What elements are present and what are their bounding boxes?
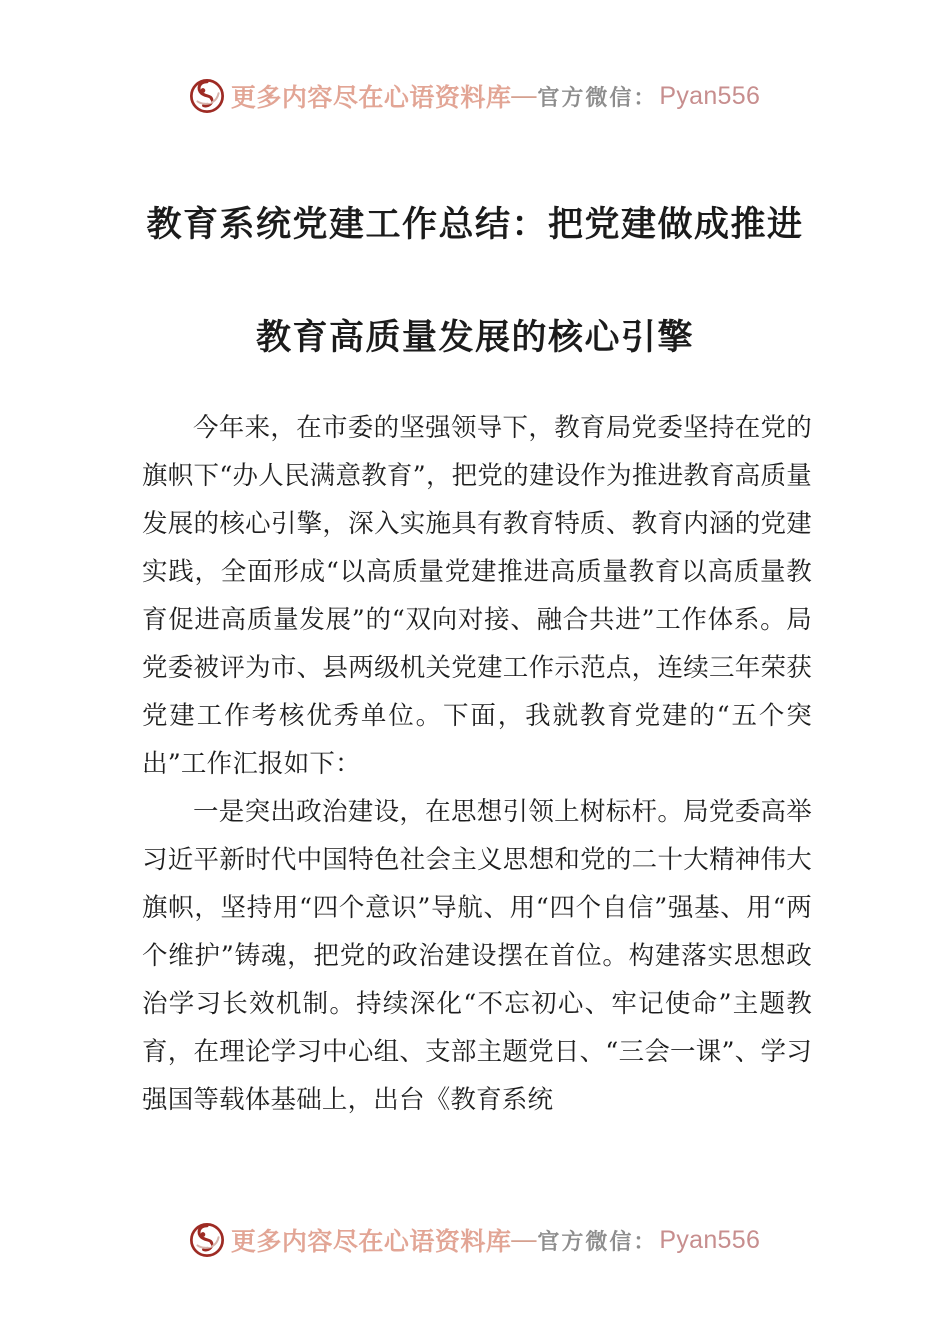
- watermark-wechat-id: Pyan556: [659, 81, 761, 110]
- swirl-fish-emblem-icon: [190, 79, 224, 113]
- title-line-2: 教育高质量发展的核心引擎: [255, 317, 694, 358]
- document-title: [110, 168, 840, 394]
- watermark-brand-text: 更多内容尽在心语资料库: [230, 1229, 512, 1256]
- watermark-dash: —: [511, 1226, 537, 1253]
- watermark-wechat-label: 官方微信：: [537, 84, 658, 110]
- document-body: [142, 404, 812, 1124]
- watermark-brand-text: 更多内容尽在心语资料库: [230, 85, 512, 112]
- watermark-dash: —: [511, 82, 537, 109]
- watermark-wechat-id: Pyan556: [659, 1225, 761, 1254]
- watermark-wechat-label: 官方微信：: [537, 1228, 658, 1254]
- watermark-header: [0, 78, 950, 114]
- body-paragraph: 今年来，在市委的坚强领导下，教育局党委坚持在党的旗帜下“办人民满意教育”，把党的建设作为推进教育高质量发展的核心引擎，深入实施具有教育特质、教育内涵的党建实践，全面形成“以高质量党建推进高质量教育以高质量教育促进高质量发展”的“双向对接、融合共进”工作体系。局党委被评为市、县两级机关党建工作示范点，连续三年荣获党建工作考核优秀单位。下面，我就教育党建的“五个突出”工作汇报如下：: [142, 413, 812, 779]
- watermark-footer: [0, 1222, 950, 1258]
- body-paragraph: 一是突出政治建设，在思想引领上树标杆。局党委高举习近平新时代中国特色社会主义思想和党的二十大精神伟大旗帜，坚持用“四个意识”导航、用“四个自信”强基、用“两个维护”铸魂，把党的政治建设摆在首位。构建落实思想政治学习长效机制。持续深化“不忘初心、牢记使命”主题教育，在理论学习中心组、支部主题党日、“三会一课”、学习强国等载体基础上，出台《教育系统: [142, 797, 812, 1115]
- swirl-fish-emblem-icon: [190, 1223, 224, 1257]
- title-line-1: 教育系统党建工作总结：把党建做成推进: [146, 204, 804, 245]
